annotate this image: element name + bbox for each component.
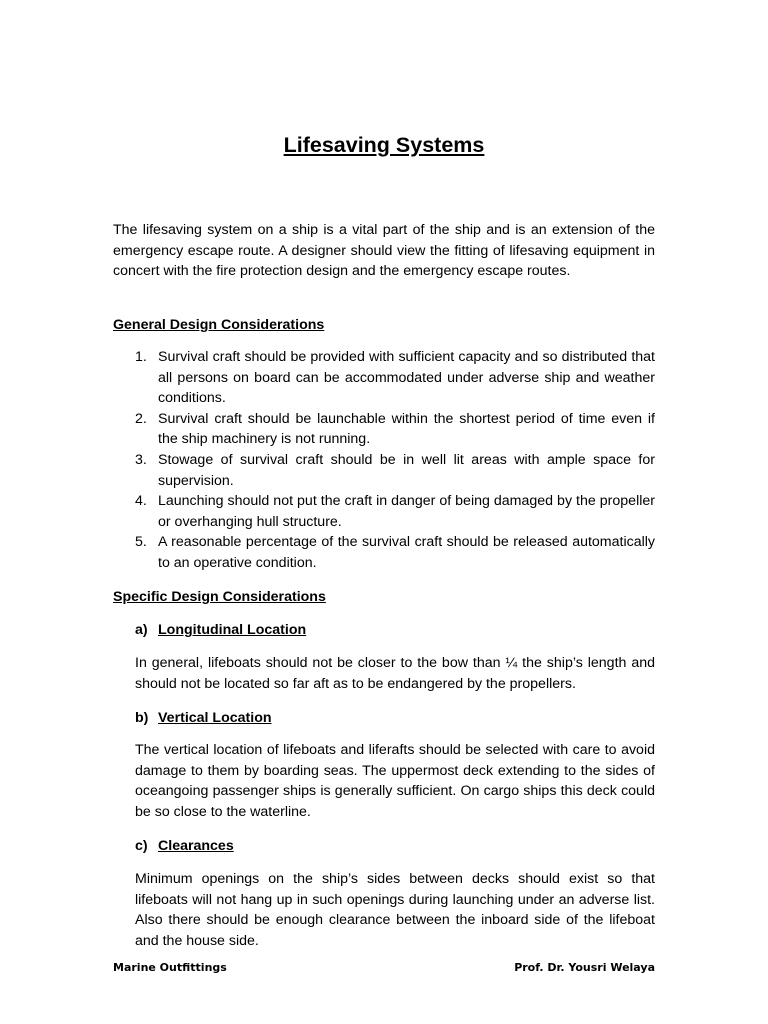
list-text: Launching should not put the craft in danger of being damaged by the propeller or overhanging hull structure.	[158, 493, 655, 530]
subsection-letter: b)	[135, 710, 149, 726]
list-item	[113, 450, 655, 491]
list-number: 2.	[135, 410, 147, 427]
list-text: Stowage of survival craft should be in well lit areas with ample space for supervision.	[158, 451, 655, 489]
list-item	[113, 409, 655, 450]
subsection-label: Clearances	[158, 838, 234, 854]
subsection-label: Vertical Location	[158, 710, 272, 726]
subsection-letter: a)	[135, 622, 148, 638]
list-number: 5.	[135, 534, 147, 551]
subsection-clearances-heading	[135, 836, 234, 856]
general-list	[113, 347, 655, 574]
general-heading: General Design Considerations	[113, 317, 325, 333]
specific-heading: Specific Design Considerations	[113, 589, 326, 605]
list-number: 3.	[135, 451, 147, 468]
subsection-label: Longitudinal Location	[158, 622, 307, 638]
subsection-vertical-text: The vertical location of lifeboats and liferafts should be selected with care to avoid damage to them by boarding seas. The uppermost deck extending to the sides of oceangoing passenger ships is generally sufficient. On cargo ships this deck could be so close to the waterline.	[135, 742, 655, 820]
intro-paragraph: The lifesaving system on a ship is a vital part of the ship and is an extension of the emergency escape route. A designer should view the fitting of lifesaving equipment in concert with the fire protection design and the emergency escape routes.	[113, 222, 655, 280]
footer-right: Prof. Dr. Yousri Welaya	[514, 961, 655, 974]
list-item	[113, 532, 655, 573]
list-item	[113, 491, 655, 532]
subsection-longitudinal-text: In general, lifeboats should not be closer to the bow than ¼ the ship’s length and should not be located so far aft as to be endangered by the propellers.	[135, 655, 655, 692]
subsection-clearances-text: Minimum openings on the ship’s sides between decks should exist so that lifeboats will not hang up in such openings during launching under an adverse list. Also there should be enough clearance between the inboard side of the lifeboat and the house side.	[135, 871, 655, 949]
footer-left: Marine Outfittings	[113, 961, 227, 974]
list-item	[113, 347, 655, 409]
list-text: A reasonable percentage of the survival craft should be released automatically to an operative condition.	[158, 534, 655, 571]
list-number: 4.	[135, 493, 147, 510]
subsection-longitudinal-heading	[135, 620, 306, 640]
list-number: 1.	[135, 349, 147, 365]
subsection-vertical-heading	[135, 708, 272, 728]
list-text: Survival craft should be provided with sufficient capacity and so distributed that all persons on board can be accommodated under adverse ship and weather conditions.	[158, 349, 655, 407]
subsection-letter: c)	[135, 838, 148, 854]
page-title: Lifesaving Systems	[283, 133, 485, 157]
list-text: Survival craft should be launchable within the shortest period of time even if the ship machinery is not running.	[158, 410, 655, 448]
